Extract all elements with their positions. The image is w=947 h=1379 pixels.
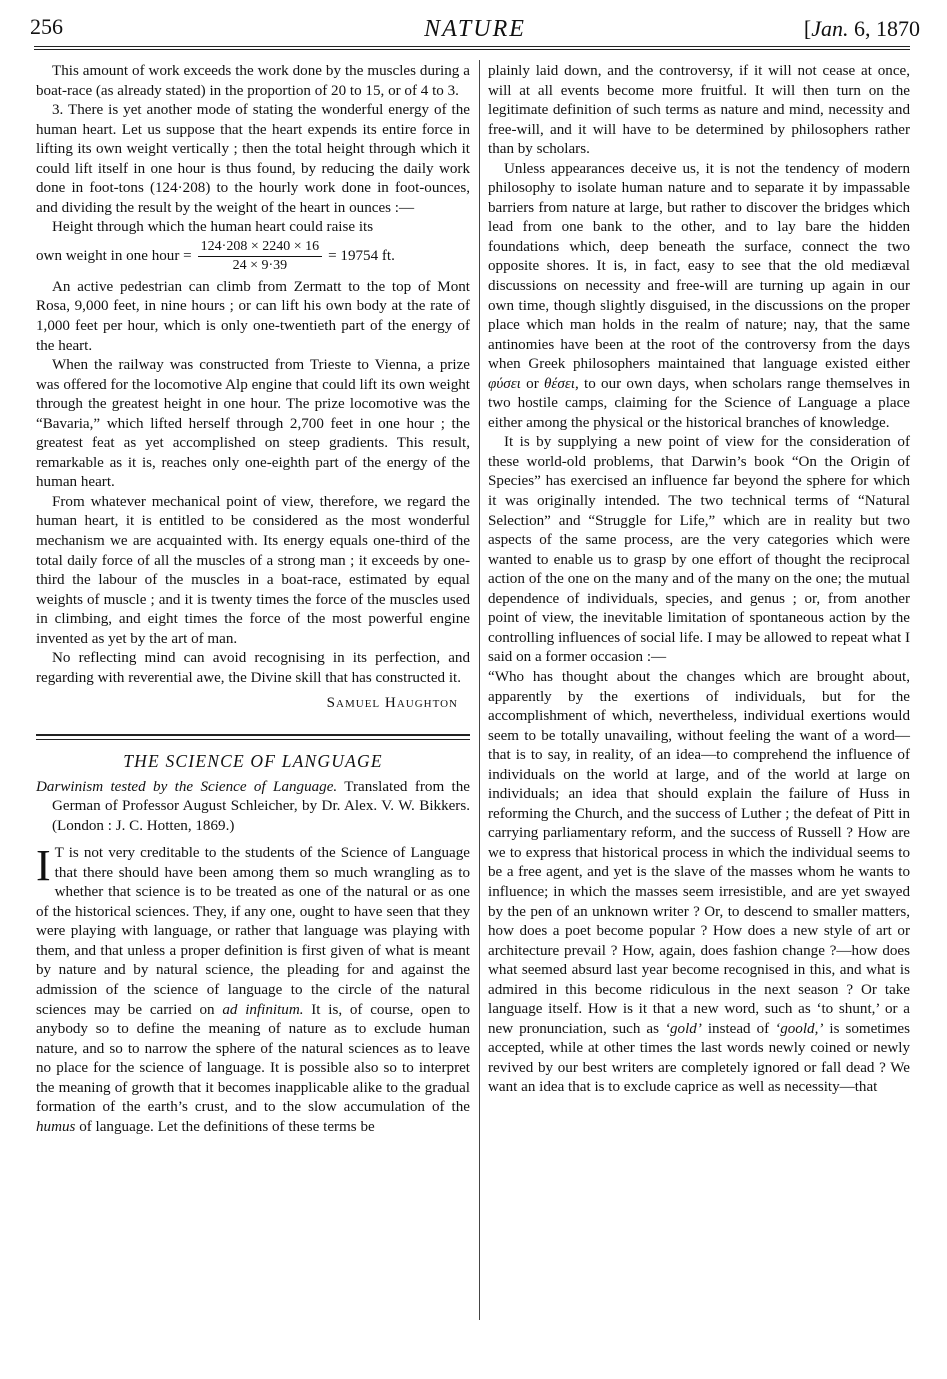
page-number: 256 [30,14,63,39]
paragraph: When the railway was constructed from Trieste to Vienna, a prize was offered for the locomotive Alp engine that could lift its own weight through the greatest height in one hour. The prize locomotive was the “Bavaria,” which lifted herself through 2,700 feet in one hour ; the greatest feat as yet accomplished on steep gradients. This result, remarkable as it is, reaches only one-eighth part of the energy of the human heart. [36,357,470,491]
paragraph [488,160,910,434]
paragraph: plainly laid down, and the controversy, if it will not cease at once, will at all events become more fruitful. It will then turn on the legitimate definition of such terms as nature and mind, necessity and free-will, and it will have to be determined by philosophers rather than by scholars. [488,63,910,158]
formula-denominator: 24 × 9·39 [232,258,288,274]
greek-word: θέσει [544,375,575,392]
section-separator [36,734,470,736]
text-run: or [520,375,545,392]
text-run: instead of [701,1020,776,1037]
text-run: Unless appearances deceive us, it is not the tendency of modern philosophy to isolate human nature and to separate it by impassable barriers from nature at large, but rather to discover the bridges which lead from one bank to the other, and to lay bare the hidden foundations which, deep beneath the surface, connect the two opposite shores. It is, in fact, easy to see that the old mediæval discussions on necessity and free-will are turning up again in our own time, though slightly disguised, in the discussions on the proper place which man holds in the realm of nature; nay, that the same antinomies have been at the root of the controversy from the days when Greek philosophers maintained that language existed either [488,160,910,373]
header-rule-double [34,49,910,50]
formula-lhs: own weight in one hour = [36,248,192,265]
text-run: T is not very creditable to the students of the Science of Language that there should have been among them so much wrangling as to whether that science is to be treated as one of the natural or as one of the historical sciences. They, if any one, ought to have seen that they were playing with language, or rather that language was playing with them, and that unless a proper definition is first given of what is meant by nature and by natural science, the pleading for and against the admission of the science of language to the circle of the natural sciences may be carried on [36,845,470,1018]
paragraph: From whatever mechanical point of view, therefore, we regard the human heart, it is entitled to be considered as the most wonderful mechanism we are acquainted with. Its energy equals one-third of the total daily force of all the muscles of a strong man ; it exceeds by one-third the labour of the muscles in a boat-race, estimated by equal weights of muscle ; and it is twenty times the force of the muscles used in climbing, and eight times the force of the most powerful engine invented as yet by the art of man. [36,493,470,647]
journal-title: NATURE [424,16,526,42]
page-header [30,8,920,46]
paragraph: An active pedestrian can climb from Zermatt to the top of Mont Rosa, 9,000 feet, in nine hours ; or can lift his own body at the rate of 1,000 feet per hour, which is only one-twentieth part of the energy of the heart. [36,278,470,354]
column-divider [479,60,480,1320]
drop-cap: I [36,841,51,891]
left-column [36,62,470,1137]
date-bracket: [ [803,16,812,41]
paragraph: 3. There is yet another mode of stating the wonderful energy of the human heart. Let us suppose that the heart expends its entire force in lifting its own weight vertically ; then the total height through which it could lift itself in one hour is thus found, by reducing the daily work done in foot-tons (124·208) to the hourly work done in foot-ounces, and dividing the result by the weight of the heart in ounces :— [36,102,470,216]
greek-word: φύσει [488,375,521,392]
paragraph: It is by supplying a new point of view for the consideration of these world-old problems, that Darwin’s book “On the Origin of Species” has exercised an influence far beyond the sphere for which it was originally intended. The two technical terms of “Natural Selection” and “Struggle for Life,” which are in reality but two aspects of the same process, are the very categories which were wanted to enable us to grasp by one effort of thought the reciprocal action of the one on the many and of the many on the one; the mutual dependence of individuals, species, and genus ; or, from another point of view, the inevitable limitation of spontaneous action by the controlling influences of social life. I may be allowed to repeat what I said on a former occasion :— [488,434,910,666]
paragraph: No reflecting mind can avoid recognising in its perfection, and regarding with reverential awe, the Divine skill that has constructed it. [36,650,470,686]
text-run: “Who has thought about the changes which are brought about, apparently by the exertions of individuals, but for the accomplishment of which, nevertheless, individual exertions would seem to be totally unavailing, without feeling the want of a word—that is to say, in reality, of an idea—to comprehend the influence of individuals on the world at large, and of the world at large on individuals; an idea that should explain the failure of Huss in reforming the Church, and the success of Luther ; the defeat of Pitt in carrying parliamentary reform, and the success of Russell ? How are we to express that historical process in which the individual seems to be a free agent, and yet is the slave of the masses whom he wants to influence; in which the masses seem irresistible, and are yet swayed by the pen of an unknown writer ? Or, to descend to smaller matters, how does a poet become popular ? How does a new style of art or architecture prevail ? How, again, does fashion change ?—how does what seemed absurd last year become recognised in this, and what is admired in this become ridiculous in the next season ? Or take language itself. How is it that a new word, such as ‘to shunt,’ or a new pronunciation, such as [488,668,910,1037]
issue-date [804,16,920,42]
formula-fraction [198,238,322,275]
section-separator-thin [36,739,470,740]
section-title: THE SCIENCE OF LANGUAGE [123,750,383,771]
height-formula [36,236,470,278]
text-run-italic: humus [36,1118,76,1135]
right-column [488,62,910,1098]
paragraph: Height through which the human heart could raise its [52,219,374,236]
text-run: It is, of course, open to anybody so to define the meaning of nature as to exclude human nature, and so to narrow the sphere of the natural sciences as to leave no place for the science of language. It is possible also so to interpret the meaning of growth that it becomes inapplicable alike to the gradual formation of the earth’s crust, and to the slow accumulation of the [36,1001,471,1116]
date-day-year: 6, 1870 [848,16,920,41]
citation-details: Translated from the German of Professor August Schleicher, by Dr. Alex. V. W. Bikkers. (London : J. C. Hotten, 1869.) [52,778,470,834]
text-run-italic: ad infinitum. [222,1001,304,1018]
date-month: Jan. [811,16,849,41]
paragraph [36,841,471,1137]
text-run-italic: ‘goold,’ [775,1020,824,1037]
book-citation [36,778,470,837]
text-run: of language. Let the definitions of these terms be [75,1118,375,1135]
formula-numerator: 124·208 × 2240 × 16 [198,238,322,257]
formula-result: = 19754 ft. [328,248,395,265]
citation-title: Darwinism tested by the Science of Language. [36,778,338,795]
author-signature: Samuel Haughton [326,695,458,712]
text-run-italic: ‘gold’ [664,1020,702,1037]
quotation [488,668,910,1098]
text-run: , to our own days, when scholars range themselves in two hostile camps, claiming for the Science of Language a place either among the physical or the historical branches of knowledge. [488,375,911,431]
text-run: is sometimes accepted, while at other times the last words newly coined or newly revived by our best writers are completely ignored or fall dead ? We want an idea that is to exclude caprice as well as necessity—that [488,1020,911,1096]
header-rule [34,46,910,47]
paragraph: This amount of work exceeds the work done by the muscles during a boat-race (as already stated) in the proportion of 20 to 15, or of 4 to 3. [36,63,470,99]
